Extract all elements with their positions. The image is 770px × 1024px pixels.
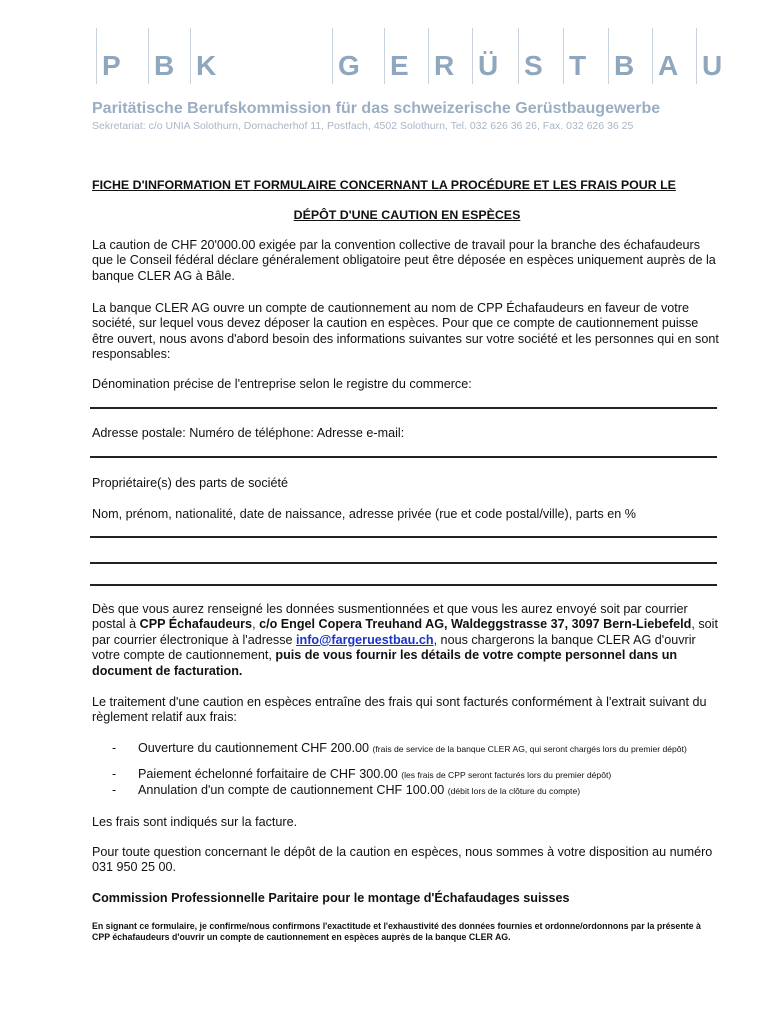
logo-letter-text: U [702,50,723,81]
send-text-4: , nous chargerons la banque CLER AG d'ouvrir votre compte de cautionnement, [92,632,696,663]
logo-letter [696,28,733,84]
logo-letter [472,28,509,84]
contact-paragraph: Pour toute question concernant le dépôt de la caution en espèces, nous sommes à votre disposition au numéro 031 950 25 00. [92,845,713,875]
email-link[interactable]: info@fargeruestbau.ch [296,632,434,647]
owners-field-line-2[interactable] [90,562,717,564]
list-dash: - [112,767,117,781]
logo-letter [96,28,127,84]
fee-item-text [138,768,718,782]
company-name-label: Dénomination précise de l'entreprise selon le registre du commerce: [92,377,472,391]
owners-details-label: Nom, prénom, nationalité, date de naissance, adresse privée (rue et code postal/ville), parts en % [92,507,636,521]
owners-field-line-3[interactable] [90,584,717,586]
logo-letter-text: K [196,50,217,81]
logo-letter-text: R [434,50,455,81]
recipient-address: c/o Engel Copera Treuhand AG, Waldeggstrasse 37, 3097 Bern-Liebefeld [259,617,692,632]
owners-label: Propriétaire(s) des parts de société [92,476,288,490]
logo-letter-text: G [338,50,360,81]
document-title: FICHE D'INFORMATION ET FORMULAIRE CONCERNANT LA PROCÉDURE ET LES FRAIS POUR LE [92,178,676,192]
logo-letter-text: B [614,50,635,81]
logo-letter [148,28,179,84]
fee-item-main: Annulation d'un compte de cautionnement CHF 100.00 [138,783,445,797]
company-name-field-line[interactable] [90,407,717,409]
logo-letter-text: A [658,50,679,81]
owners-field-line-1[interactable] [90,536,717,538]
fee-item-text [138,742,718,756]
fee-item-main: Ouverture du cautionnement CHF 200.00 [138,741,370,755]
sending-instructions [92,602,722,679]
send-bold-note: puis de vous fournir les détails de votre compte personnel dans un document de facturation. [92,648,678,678]
logo-letter [652,28,689,84]
send-text-2: , [252,617,260,632]
contact-info-field-line[interactable] [90,456,717,458]
logo-letter-text: T [569,50,587,81]
logo-letter-text: P [102,50,121,81]
intro-paragraph-1: La caution de CHF 20'000.00 exigée par la convention collective de travail pour la branche des échafaudeurs que le Conseil fédéral déclare généralement obligatoire peut être déposée en espèces uniquement auprès de la banque CLER AG à Bâle. [92,238,716,283]
letterhead-logo [0,28,770,84]
fee-item-note: (les frais de CPP seront facturés lors du premier dépôt) [401,770,612,780]
invoice-note: Les frais sont indiqués sur la facture. [92,815,298,829]
logo-letter [563,28,600,84]
secretariat-address: Sekretariat: c/o UNIA Solothurn, Dornacherhof 11, Postfach, 4502 Solothurn, Tel. 032 626 36 26, Fax. 032 626 36 25 [92,120,634,132]
logo-letter [384,28,421,84]
fee-item-note: (frais de service de la banque CLER AG, qui seront chargés lors du premier dépôt) [372,744,687,754]
fee-item-main: Paiement échelonné forfaitaire de CHF 300.00 [138,767,398,781]
list-dash: - [112,783,117,797]
logo-letter-text: E [390,50,409,81]
organization-name: Paritätische Berufskommission für das schweizerische Gerüstbaugewerbe [92,100,661,117]
signature-confirmation: En signant ce formulaire, je confirme/nous confirmons l'exactitude et l'exhaustivité des données fournies et ordonne/ordonnons par la présente à CPP échafaudeurs d'ouvrir un compte de cautionnement en espèces auprès de la banque CLER AG. [92,921,701,942]
list-dash: - [112,741,117,755]
contact-info-label: Adresse postale: Numéro de téléphone: Adresse e-mail: [92,426,405,440]
logo-letter [428,28,465,84]
logo-letter [518,28,555,84]
fee-item-text [138,784,718,798]
intro-paragraph-2: La banque CLER AG ouvre un compte de cautionnement au nom de CPP Échafaudeurs en faveur de votre société, sur lequel vous devez déposer la caution en espèces. Pour que ce compte de cautionnement puisse être ouvert, nous avons d'abord besoin des informations suivantes sur votre société et les personnes qui en sont responsables: [92,301,719,362]
logo-letter-text: B [154,50,175,81]
send-text-1: Dès que vous aurez renseigné les données susmentionnées et que vous les aurez envoyé soit par courrier postal à [92,602,688,632]
commission-name: Commission Professionnelle Paritaire pour le montage d'Échafaudages suisses [92,891,570,905]
logo-letter [190,28,221,84]
fee-item-note: (débit lors de la clôture du compte) [447,786,581,796]
logo-letter-text: S [524,50,543,81]
logo-letter [332,28,369,84]
recipient-name: CPP Échafaudeurs [139,617,253,632]
logo-letter [608,28,645,84]
send-text-3: , soit par courrier électronique à l'adresse [92,617,718,647]
fees-intro: Le traitement d'une caution en espèces entraîne des frais qui sont facturés conformément à l'extrait suivant du règlement relatif aux frais: [92,695,707,725]
document-subtitle: DÉPÔT D'UNE CAUTION EN ESPÈCES [293,208,521,222]
logo-letter-text: Ü [478,50,499,81]
